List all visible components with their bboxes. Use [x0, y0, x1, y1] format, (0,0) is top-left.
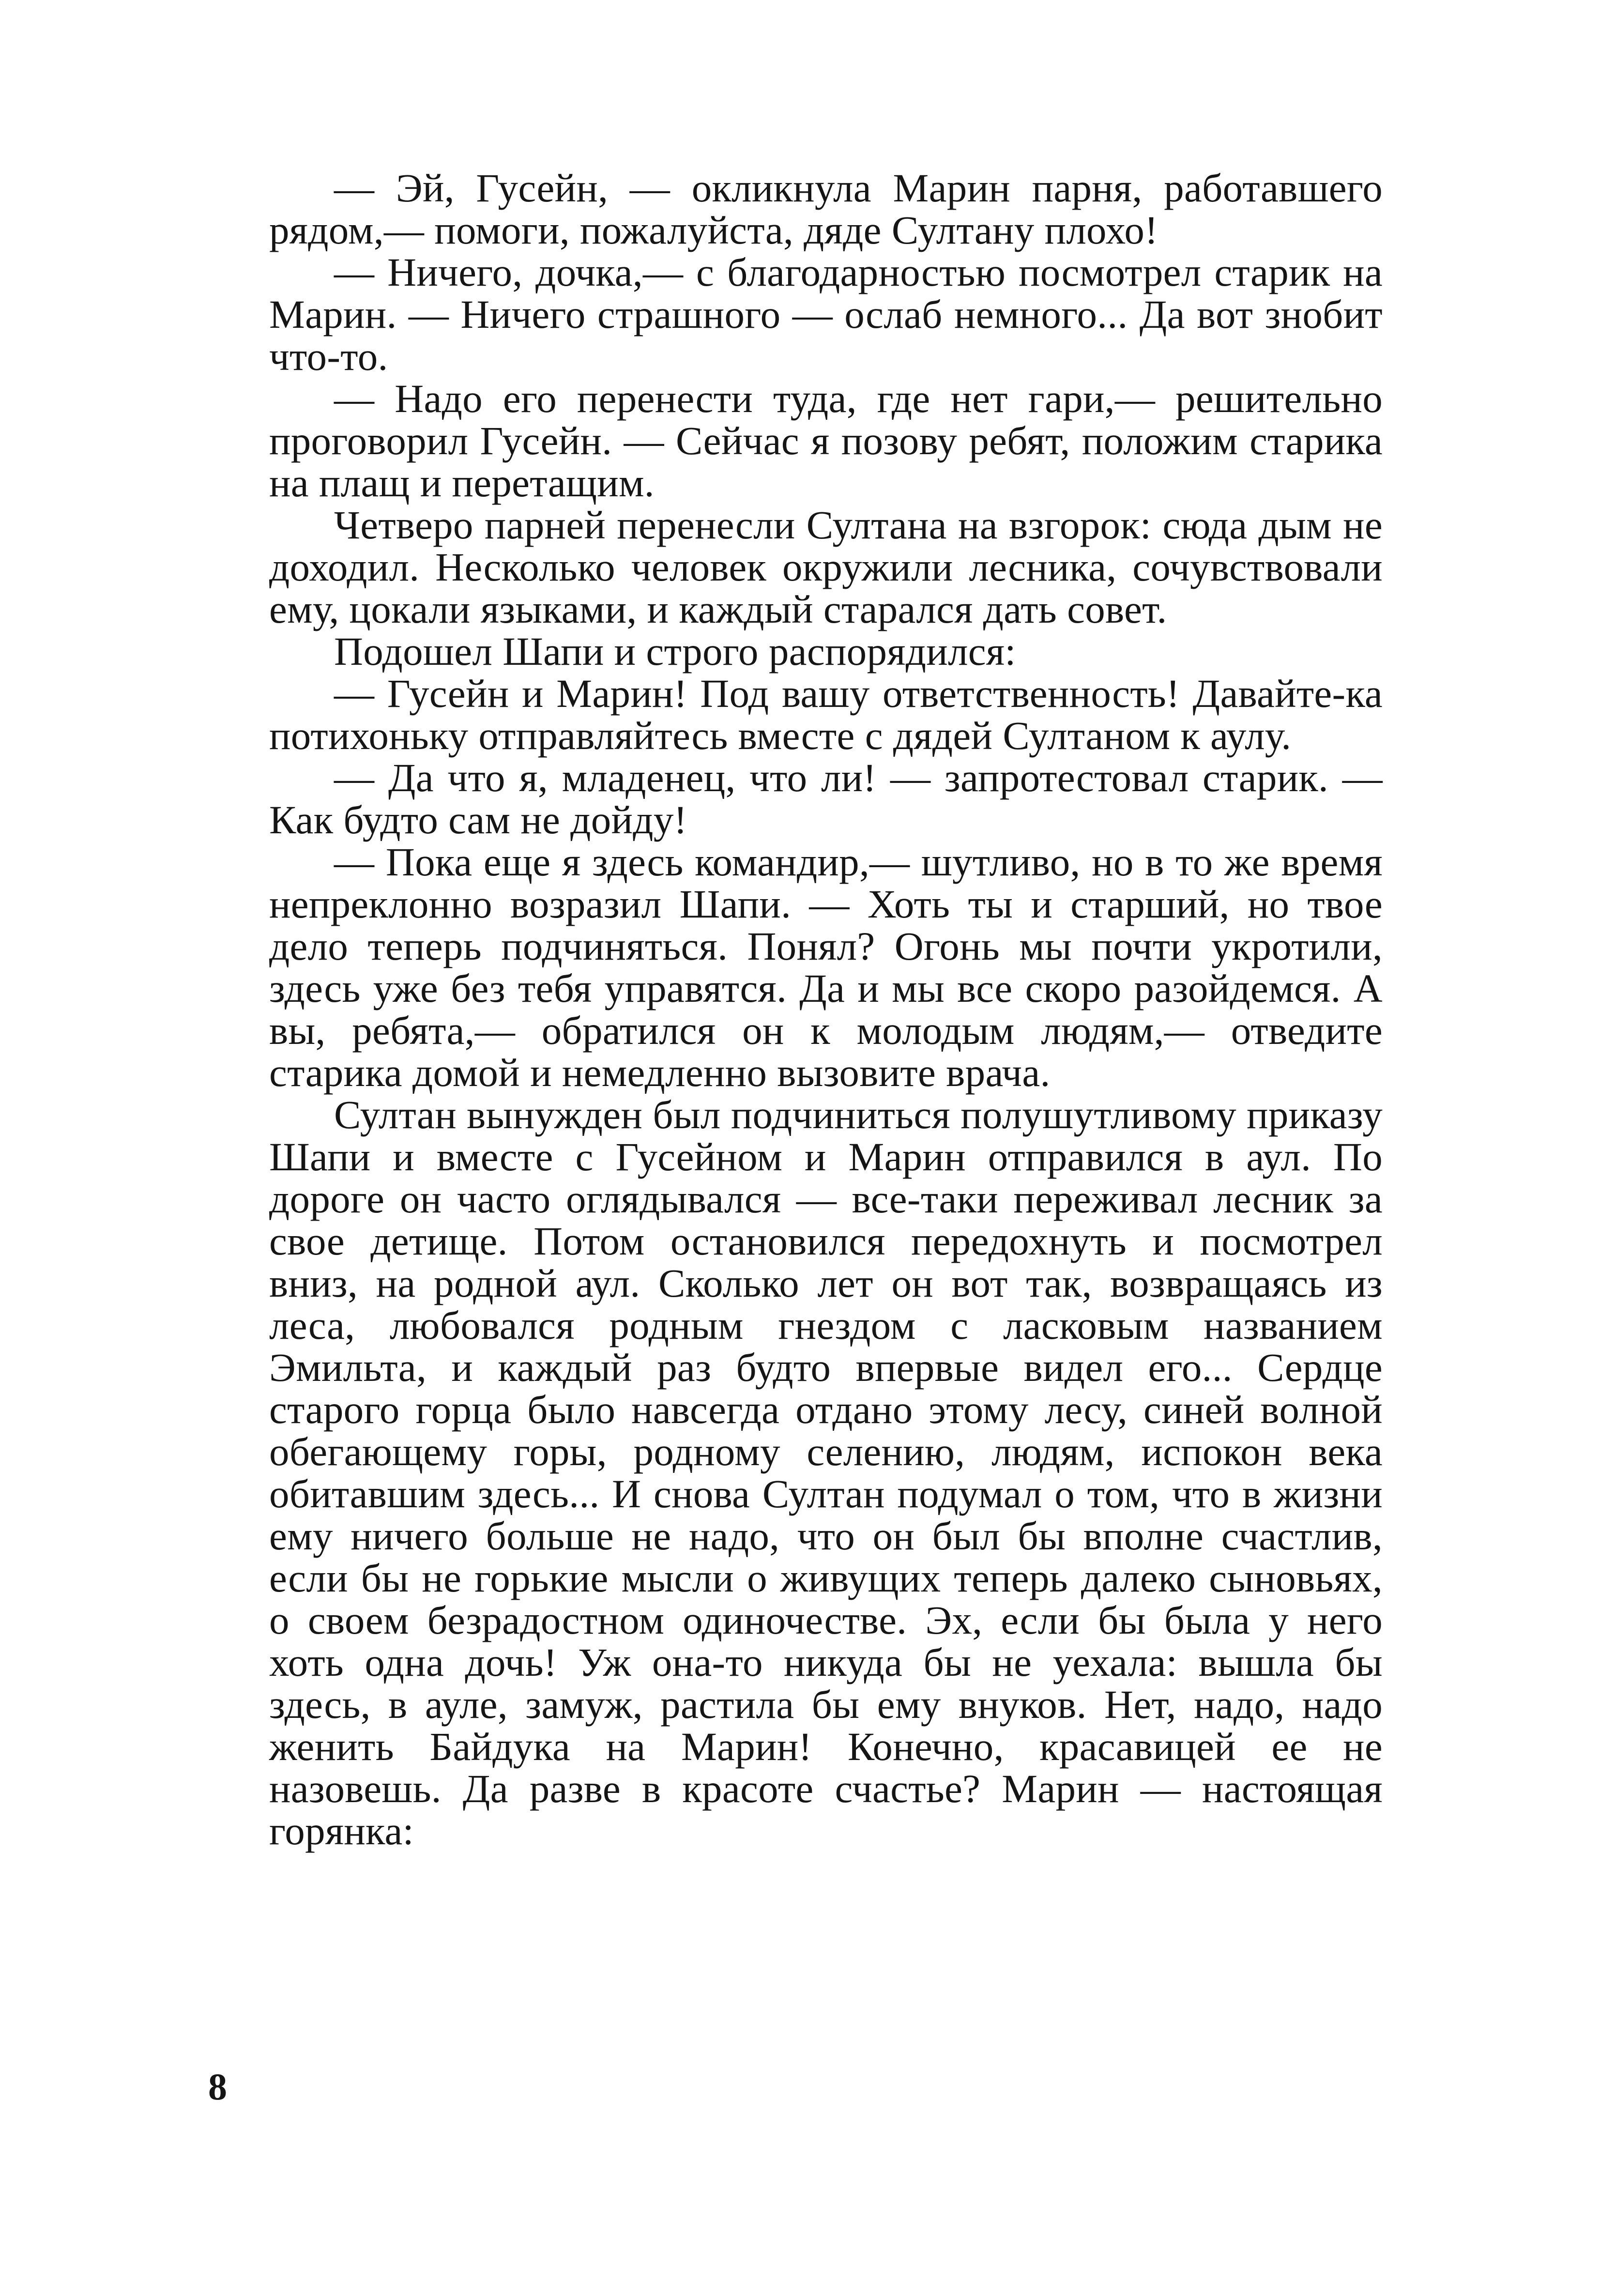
paragraph: Султан вынужден был подчиниться полушутливому приказу Шапи и вместе с Гусейном и Марин отправился в аул. По дороге он часто оглядывался — все-таки переживал лесник за свое детище. Потом остановился передохнуть и посмотрел вниз, на родной аул. Сколько лет он вот так, возвращаясь из леса, любовался родным гнездом с ласковым названием Эмильта, и каждый раз будто впервые видел его... Сердце старого горца было навсегда отдано этому лесу, синей волной обегающему горы, родному селению, людям, испокон века обитавшим здесь... И снова Султан подумал о том, что в жизни ему ничего больше не надо, что он был бы вполне счастлив, если бы не горькие мысли о живущих теперь далеко сыновьях, о своем безрадостном одиночестве. Эх, если бы была у него хоть одна дочь! Уж она-то никуда бы не уехала: вышла бы здесь, в ауле, замуж, растила бы ему внуков. Нет, надо, надо женить Байдука на Марин! Конечно, красавицей ее не назовешь. Да разве в красоте счастье? Марин — настоящая горянка:	[269, 1092, 1383, 1853]
paragraph: — Надо его перенести туда, где нет гари,— решительно проговорил Гусейн. — Сейчас я позову ребят, положим старика на плащ и перетащим.	[269, 376, 1383, 505]
paragraph: — Эй, Гусейн, — окликнула Марин парня, работавшего рядом,— помоги, пожалуйста, дяде Султану плохо!	[269, 166, 1383, 252]
page-number: 8	[208, 2066, 227, 2108]
paragraph: — Пока еще я здесь командир,— шутливо, но в то же время непреклонно возразил Шапи. — Хоть ты и старший, но твое дело теперь подчиняться. Понял? Огонь мы почти укротили, здесь уже без тебя управятся. Да и мы все скоро разойдемся. А вы, ребята,— обратился он к молодым людям,— отведите старика домой и немедленно вызовите врача.	[269, 840, 1383, 1095]
body-text	[269, 167, 1383, 1852]
paragraph: — Гусейн и Марин! Под вашу ответственность! Давайте-ка потихоньку отправляйтесь вместе с дядей Султаном к аулу.	[269, 671, 1383, 758]
paragraph: — Ничего, дочка,— с благодарностью посмотрел старик на Марин. — Ничего страшного — ослаб немного... Да вот знобит что-то.	[269, 250, 1383, 379]
paragraph: — Да что я, младенец, что ли! — запротестовал старик. — Как будто сам не дойду!	[269, 755, 1383, 842]
paragraph: Четверо парней перенесли Султана на взгорок: сюда дым не доходил. Несколько человек окружили лесника, сочувствовали ему, цокали языками, и каждый старался дать совет.	[269, 503, 1383, 631]
paragraph: Подошел Шапи и строго распорядился:	[334, 629, 1016, 673]
